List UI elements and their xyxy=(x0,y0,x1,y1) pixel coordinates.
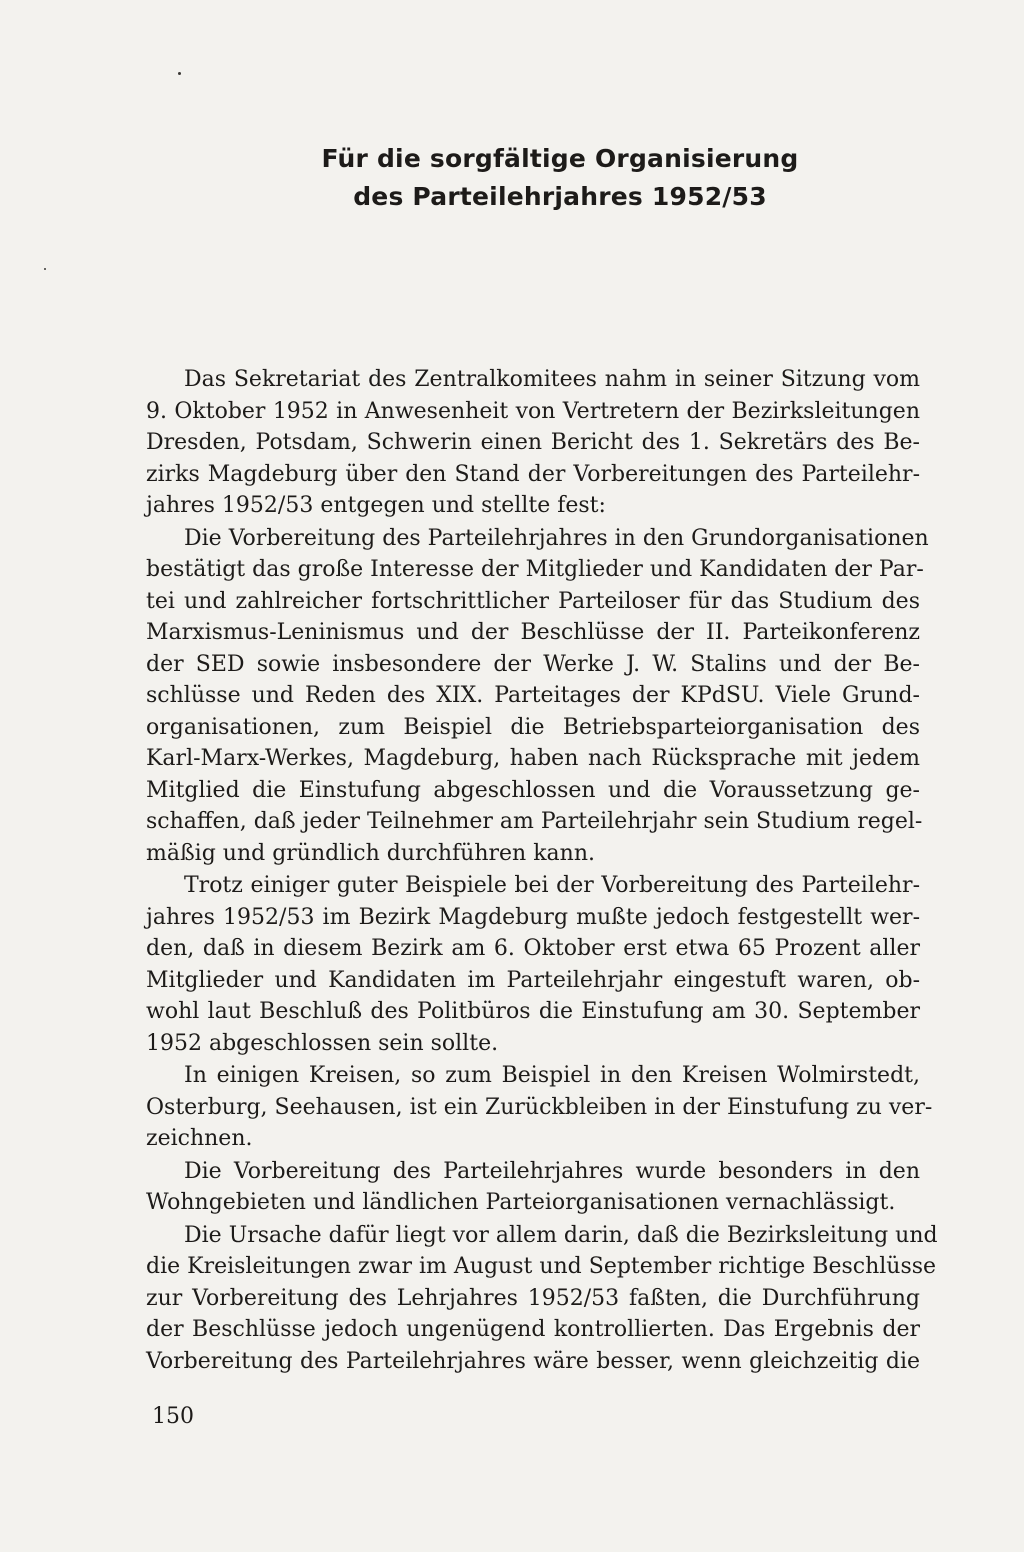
text-line: 1952 abgeschlossen sein sollte. xyxy=(146,1030,499,1056)
text-line: schaffen, daß jeder Teilnehmer am Parteilehrjahr sein Studium regel- xyxy=(146,809,923,834)
text-line: zeichnen. xyxy=(146,1126,253,1151)
paragraph-2 xyxy=(146,523,929,870)
page-title xyxy=(180,140,940,216)
text-line: Die Ursache dafür liegt vor allem darin, daß die Bezirksleitung und xyxy=(184,1222,938,1248)
text-line: die Kreisleitungen zwar im August und September richtige Beschlüsse xyxy=(146,1254,937,1279)
print-speck xyxy=(178,72,181,75)
text-line: mäßig und gründlich durchführen kann. xyxy=(146,840,595,866)
text-line: der Beschlüsse jedoch ungenügend kontrollierten. Das Ergebnis der xyxy=(146,1317,920,1342)
body-text xyxy=(146,364,938,1378)
text-line: Karl-Marx-Werkes, Magdeburg, haben nach Rücksprache mit jedem xyxy=(146,746,920,771)
text-line: schlüsse und Reden des XIX. Parteitages der KPdSU. Viele Grund- xyxy=(146,683,920,708)
text-line: Mitglieder und Kandidaten im Parteilehrjahr eingestuft waren, ob- xyxy=(146,967,920,993)
text-line: Die Vorbereitung des Parteilehrjahres wurde besonders in den xyxy=(184,1158,920,1184)
text-line: Osterburg, Seehausen, ist ein Zurückbleiben in der Einstufung zu ver- xyxy=(146,1094,933,1120)
text-line: Marxismus-Leninismus und der Beschlüsse der II. Parteikonferenz xyxy=(146,620,920,645)
paragraph-4 xyxy=(146,1060,933,1155)
title-line-1: Für die sorgfältige Organisierung xyxy=(321,144,799,173)
text-line: der SED sowie insbesondere der Werke J. W. Stalins und der Be- xyxy=(146,651,920,677)
text-line: jahres 1952/53 entgegen und stellte fest: xyxy=(146,493,606,518)
paragraph-1 xyxy=(146,364,920,522)
text-line: 9. Oktober 1952 in Anwesenheit von Vertretern der Bezirksleitungen xyxy=(146,398,920,424)
text-line: den, daß in diesem Bezirk am 6. Oktober erst etwa 65 Prozent aller xyxy=(146,936,920,961)
print-speck xyxy=(44,268,46,270)
text-line: tei und zahlreicher fortschrittlicher Parteiloser für das Studium des xyxy=(146,588,920,614)
text-line: jahres 1952/53 im Bezirk Magdeburg mußte jedoch festgestellt wer- xyxy=(146,904,920,930)
text-line: Das Sekretariat des Zentralkomitees nahm in seiner Sitzung vom xyxy=(184,367,920,392)
text-line: bestätigt das große Interesse der Mitglieder und Kandidaten der Par- xyxy=(146,557,924,582)
text-line: Mitglied die Einstufung abgeschlossen und die Voraussetzung ge- xyxy=(146,777,920,803)
text-line: wohl laut Beschluß des Politbüros die Einstufung am 30. September xyxy=(146,999,920,1024)
text-line: organisationen, zum Beispiel die Betriebsparteiorganisation des xyxy=(146,714,920,740)
text-line: Wohngebieten und ländlichen Parteiorganisationen vernachlässigt. xyxy=(146,1190,896,1215)
text-line: Vorbereitung des Parteilehrjahres wäre besser, wenn gleichzeitig die xyxy=(146,1348,920,1374)
paragraph-5 xyxy=(146,1156,920,1219)
text-line: Die Vorbereitung des Parteilehrjahres in den Grundorganisationen xyxy=(184,525,929,551)
text-line: zur Vorbereitung des Lehrjahres 1952/53 faßten, die Durchführung xyxy=(146,1285,920,1311)
paragraph-6 xyxy=(146,1220,938,1378)
title-line-2: des Parteilehrjahres 1952/53 xyxy=(353,182,767,211)
page-number: 150 xyxy=(152,1404,194,1429)
text-line: In einigen Kreisen, so zum Beispiel in den Kreisen Wolmirstedt, xyxy=(184,1063,920,1088)
text-line: zirks Magdeburg über den Stand der Vorbereitungen des Parteilehr- xyxy=(146,461,920,487)
text-line: Dresden, Potsdam, Schwerin einen Bericht des 1. Sekretärs des Be- xyxy=(146,430,920,455)
text-line: Trotz einiger guter Beispiele bei der Vorbereitung des Parteilehr- xyxy=(184,873,920,898)
paragraph-3 xyxy=(146,870,920,1059)
